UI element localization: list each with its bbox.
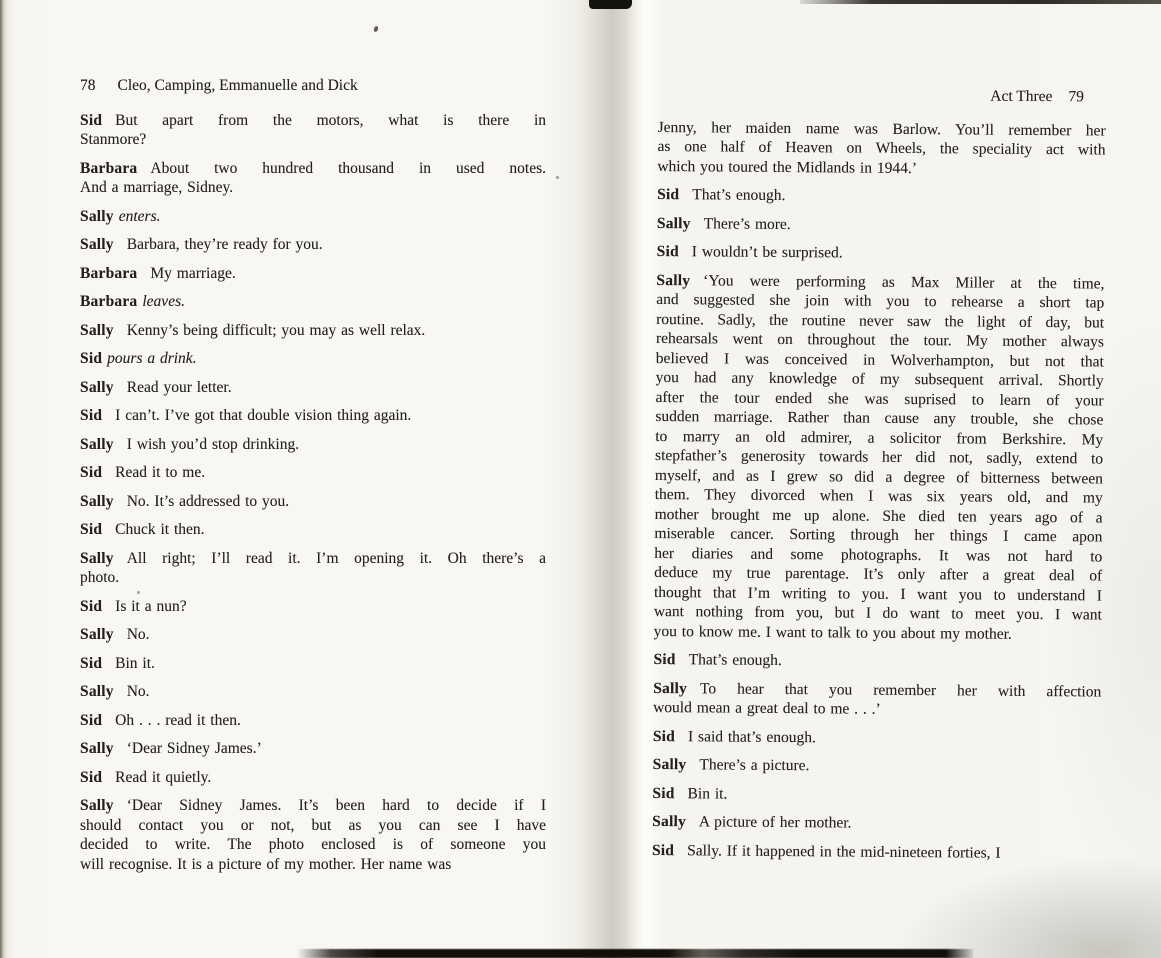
- line-text: decided to write. The photo enclosed is of someone you: [80, 836, 546, 853]
- line-text: pours a drink.: [107, 350, 197, 367]
- scan-artifact-bottom-bar: [297, 949, 973, 958]
- text-line: [652, 812, 1100, 835]
- speech-sid: [653, 726, 1101, 749]
- text-line: [80, 682, 546, 702]
- line-text: you to know me. I want to talk to you about my mother.: [653, 622, 1012, 643]
- speaker-name: Sid: [80, 350, 103, 367]
- line-text: Is it a nun?: [115, 597, 187, 615]
- page-left: [80, 76, 546, 874]
- text-line: [80, 597, 546, 617]
- line-text: I said that’s enough.: [687, 727, 816, 746]
- speech-sally: [80, 739, 546, 759]
- text-line: [80, 349, 546, 369]
- line-text: photo.: [80, 569, 120, 586]
- speech-sid: [80, 349, 546, 369]
- speech-sally: [80, 378, 546, 398]
- text-line: [80, 378, 546, 398]
- scan-speck: [373, 25, 379, 32]
- line-text: I wish you’d stop drinking.: [126, 435, 300, 453]
- speech-sally: [653, 678, 1101, 721]
- scan-speck: [556, 176, 559, 179]
- text-line: [657, 242, 1105, 265]
- line-text: them. They divorced when I was six years old, and my: [654, 485, 1103, 507]
- text-line: [80, 855, 546, 875]
- line-text: and suggested she join with you to rehearse a short tap: [656, 290, 1105, 312]
- line-text: mother brought me up alone. She died ten years ago of a: [654, 505, 1103, 527]
- text-line: [80, 435, 546, 455]
- page-number-left: 78: [80, 77, 96, 94]
- line-text: Stanmore?: [80, 131, 147, 148]
- line-text: About two hundred thousand in used notes.: [150, 159, 546, 177]
- text-line: [80, 492, 546, 512]
- speech-sally: [653, 755, 1101, 778]
- text-line: [80, 711, 546, 731]
- speaker-name: Sally: [656, 214, 691, 232]
- speaker-name: Sally: [653, 679, 688, 697]
- text-line: [80, 207, 546, 227]
- line-text: Chuck it then.: [115, 521, 205, 538]
- speech-continuation: [657, 117, 1105, 179]
- line-text: sudden marriage. Rather than cause any trouble, she chose: [655, 407, 1104, 429]
- text-line: [653, 650, 1101, 673]
- line-text: Read your letter.: [126, 378, 232, 396]
- left-page-header: [80, 76, 546, 96]
- text-line: [657, 185, 1105, 208]
- line-text: ‘You were performing as Max Miller at the time,: [703, 271, 1105, 293]
- speaker-name: Sally: [80, 435, 114, 453]
- speaker-name: Sid: [80, 768, 103, 786]
- speaker-name: Sid: [80, 464, 103, 481]
- speech-sally: [652, 812, 1100, 835]
- text-line: [652, 840, 1100, 863]
- speech-sally: [80, 435, 546, 455]
- speaker-name: Sid: [80, 407, 103, 424]
- line-text: deduce my true parentage. It’s only after a great deal of: [654, 563, 1103, 585]
- speaker-name: Sally: [80, 236, 114, 253]
- speech-sid: [80, 768, 546, 788]
- speaker-name: Sid: [656, 242, 679, 261]
- line-text: believed I was conceived in Wolverhampton, but not that: [655, 349, 1104, 371]
- speaker-name: Sally: [80, 740, 114, 757]
- line-text: Barbara, they’re ready for you.: [126, 236, 323, 253]
- speech-sid: [652, 840, 1100, 863]
- line-text: Bin it.: [115, 654, 155, 672]
- text-line: [80, 159, 546, 179]
- text-line: [80, 235, 546, 255]
- line-text: Read it to me.: [115, 464, 206, 481]
- text-line: [80, 796, 546, 816]
- speech-sally: [80, 549, 546, 588]
- text-line: [653, 755, 1101, 778]
- text-line: [80, 111, 546, 131]
- text-line: [80, 406, 546, 426]
- speech-sally: [654, 270, 1105, 644]
- right-page-text: [652, 117, 1106, 863]
- line-text: That’s enough.: [688, 651, 782, 669]
- line-text: myself, and as I grew so did a degree of bitterness between: [654, 466, 1103, 488]
- speaker-name: Sid: [652, 727, 676, 745]
- line-text: which you toured the Midlands in 1944.’: [657, 157, 917, 177]
- text-line: [80, 321, 546, 341]
- speech-sally: [80, 625, 546, 645]
- speech-sid: [80, 654, 546, 674]
- line-text: I can’t. I’ve got that double vision thing again.: [115, 407, 412, 424]
- text-line: [654, 621, 1102, 644]
- speaker-name: Sally: [80, 683, 114, 700]
- text-line: [80, 739, 546, 759]
- text-line: [80, 768, 546, 788]
- line-text: Read it quietly.: [115, 768, 212, 786]
- speech-barbara: [80, 159, 546, 198]
- line-text: No. It’s addressed to you.: [126, 492, 290, 510]
- line-text: Kenny’s being difficult; you may as well relax.: [126, 321, 426, 339]
- line-text: want nothing from you, but I do want to meet you. I want: [653, 602, 1102, 624]
- text-line: [80, 520, 546, 540]
- speech-sid: [80, 406, 546, 426]
- gutter-top-ink-mark: [589, 0, 632, 9]
- speaker-name: Sally: [80, 626, 114, 643]
- speaker-name: Sally: [80, 549, 114, 567]
- speaker-name: Sid: [80, 597, 103, 615]
- text-line: [652, 783, 1100, 806]
- speaker-name: Sid: [80, 111, 103, 129]
- speech-sally: [80, 207, 546, 227]
- line-text: All right; I’ll read it. I’m opening it. Oh there’s a: [126, 549, 546, 567]
- line-text: No.: [126, 683, 150, 700]
- line-text: as one half of Heaven on Wheels, the speciality act with: [657, 137, 1106, 159]
- speaker-name: Barbara: [80, 293, 138, 310]
- scan-edge-line-top-right: [800, 0, 1161, 4]
- act-title: Act Three: [990, 87, 1053, 106]
- speech-sid: [652, 783, 1100, 806]
- line-text: enters.: [118, 207, 161, 225]
- text-line: [80, 625, 546, 645]
- speaker-name: Sid: [80, 711, 103, 729]
- text-line: [80, 178, 546, 198]
- page-number-right: 79: [1068, 88, 1084, 106]
- line-text: A picture of her mother.: [698, 813, 852, 832]
- line-text: should contact you or not, but as you can see I have: [80, 816, 546, 834]
- line-text: thought that I’m writing to you. I want you to understand I: [653, 583, 1103, 605]
- text-line: [80, 568, 546, 588]
- line-text: My marriage.: [150, 264, 236, 282]
- text-line: [653, 698, 1101, 721]
- line-text: to marry an old admirer, a solicitor from Berkshire. My: [655, 427, 1104, 449]
- speaker-name: Sid: [80, 654, 103, 672]
- line-text: No.: [126, 626, 150, 643]
- text-line: [80, 549, 546, 569]
- line-text: That’s enough.: [692, 186, 786, 205]
- text-line: [80, 835, 546, 855]
- speaker-name: Sid: [80, 521, 103, 538]
- line-text: To hear that you remember her with affection: [699, 679, 1102, 700]
- speech-sid: [80, 111, 546, 150]
- speech-sally: [657, 213, 1105, 236]
- text-line: [80, 264, 546, 284]
- line-text: you had any knowledge of my subsequent arrival. Shortly: [655, 368, 1104, 390]
- line-text: There’s a picture.: [699, 756, 810, 775]
- line-text: miserable cancer. Sorting through her things I came apon: [654, 524, 1103, 546]
- speech-sally: [80, 321, 546, 341]
- line-text: rehearsals went on throughout the tour. My mother always: [655, 329, 1105, 351]
- speech-sid: [653, 650, 1101, 673]
- left-page-text: [80, 111, 546, 875]
- line-text: And a marriage, Sidney.: [80, 179, 234, 196]
- speech-sally: [80, 796, 546, 874]
- line-text: Bin it.: [687, 784, 728, 803]
- speaker-name: Sid: [653, 650, 676, 669]
- speaker-name: Sid: [657, 185, 680, 204]
- speech-sid: [657, 242, 1105, 265]
- line-text: leaves.: [142, 293, 185, 310]
- speech-sid: [80, 463, 546, 483]
- speaker-name: Sid: [652, 784, 675, 802]
- right-page-header: [658, 84, 1106, 107]
- speech-sid: [657, 185, 1105, 208]
- line-text: There’s more.: [703, 214, 791, 233]
- line-text: ‘Dear Sidney James.’: [126, 740, 262, 757]
- speaker-name: Sally: [652, 812, 687, 831]
- speaker-name: Sally: [80, 492, 114, 510]
- line-text: would mean a great deal to me . . .’: [653, 698, 881, 718]
- line-text: her diaries and some photographs. It was not hard to: [654, 544, 1103, 566]
- line-text: ‘Dear Sidney James. It’s been hard to decide if I: [126, 797, 546, 814]
- line-text: Oh . . . read it then.: [115, 711, 241, 729]
- text-line: [653, 726, 1101, 749]
- text-line: [80, 816, 546, 836]
- line-text: I wouldn’t be surprised.: [691, 243, 843, 262]
- speaker-name: Sally: [652, 755, 687, 774]
- text-line: [80, 463, 546, 483]
- speech-barbara: [80, 264, 546, 284]
- speaker-name: Sally: [656, 271, 691, 289]
- speech-sally: [80, 235, 546, 255]
- page-right: [652, 84, 1106, 863]
- speech-sid: [80, 520, 546, 540]
- line-text: But apart from the motors, what is there in: [115, 111, 546, 129]
- line-text: Sally. If it happened in the mid-nineteen forties, I: [687, 841, 1001, 862]
- speaker-name: Sally: [80, 321, 114, 339]
- line-text: routine. Sadly, the routine never saw the light of day, but: [656, 310, 1105, 332]
- text-line: [80, 292, 546, 312]
- speaker-name: Sally: [80, 207, 114, 225]
- line-text: Jenny, her maiden name was Barlow. You’ll remember her: [657, 118, 1106, 140]
- speech-barbara: [80, 292, 546, 312]
- line-text: after the tour ended she was suprised to learn of your: [655, 388, 1104, 410]
- speaker-name: Sid: [651, 841, 675, 859]
- line-text: will recognise. It is a picture of my mother. Her name was: [80, 855, 452, 873]
- text-line: [80, 130, 546, 150]
- speaker-name: Sally: [80, 378, 114, 396]
- running-title: Cleo, Camping, Emmanuelle and Dick: [117, 77, 358, 94]
- speaker-name: Barbara: [80, 159, 138, 177]
- speaker-name: Sally: [80, 797, 114, 814]
- text-line: [657, 213, 1105, 236]
- speech-sally: [80, 492, 546, 512]
- text-line: [657, 156, 1105, 179]
- speech-sally: [80, 682, 546, 702]
- line-text: stepfather’s generosity towards her did not, sadly, extend to: [655, 446, 1104, 468]
- speaker-name: Barbara: [80, 264, 138, 282]
- text-line: [80, 654, 546, 674]
- speech-sid: [80, 711, 546, 731]
- speech-sid: [80, 597, 546, 617]
